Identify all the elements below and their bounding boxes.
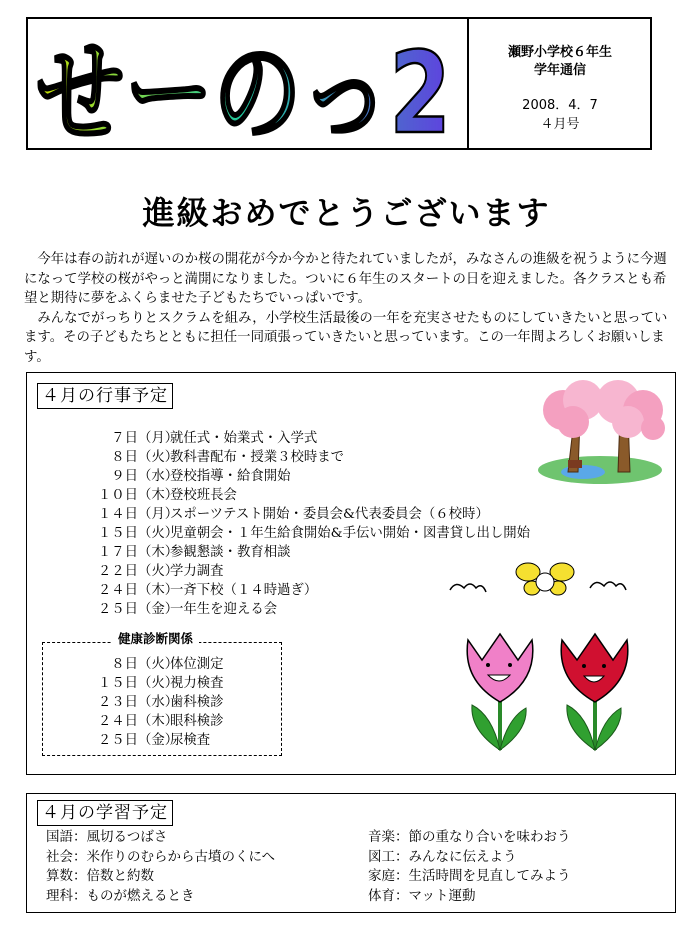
event-text: スポーツテスト開始・委員会&代表委員会（６校時） — [170, 507, 489, 522]
event-day: ８日 — [111, 450, 138, 465]
study-item: 家庭：生活時間を見直してみよう — [368, 868, 571, 884]
event-item — [66, 524, 530, 543]
event-weekday: （木） — [138, 488, 179, 503]
health-weekday: （金） — [138, 733, 179, 748]
health-day: ２３日 — [97, 695, 138, 710]
event-weekday: （木） — [138, 583, 179, 598]
event-weekday: （月） — [138, 431, 179, 446]
health-item — [66, 712, 224, 731]
header-divider — [467, 17, 469, 150]
event-day: １７日 — [97, 545, 138, 560]
school-name: 瀬野小学校６年生 — [507, 45, 612, 60]
event-text: 就任式・始業式・入学式 — [170, 431, 318, 446]
event-day: ２４日 — [97, 583, 138, 598]
study-title: ４月の学習予定 — [37, 800, 173, 826]
event-weekday: （水） — [138, 469, 179, 484]
study-item: 算数：倍数と約数 — [46, 868, 154, 884]
health-text: 体位測定 — [170, 657, 224, 672]
health-day: ２４日 — [97, 714, 138, 729]
study-item: 国語：風切るつばさ — [46, 829, 168, 845]
health-item — [66, 674, 224, 693]
health-item — [66, 731, 224, 750]
cherry-blossom-illustration — [528, 380, 673, 490]
event-day: １０日 — [97, 488, 138, 503]
event-weekday: （金） — [138, 602, 179, 617]
intro-paragraph: 今年は春の訪れが遅いのか桜の開花が今か今かと待たれていましたが，みなさんの進級を祝うように今週になって学校の桜がやっと満開になりました。ついに６年生のスタートの日を迎えました。各クラスとも希望と期待に夢をふくらませた子どもたちでいっぱいです。 — [24, 252, 667, 306]
issue-date: 2008．4．7 — [522, 98, 598, 113]
event-weekday: （火） — [138, 564, 179, 579]
event-text: 学力調査 — [170, 564, 224, 579]
study-item: 図工：みんなに伝えよう — [368, 848, 517, 865]
intro-paragraph: みんなでがっちりとスクラムを組み，小学校生活最後の一年を充実させたものにしていきたいと思っています。その子どもたちとともに担任一同頑張っていきたいと思っています。この一年間よろしくお願いします。 — [24, 310, 668, 365]
health-day: ２５日 — [97, 733, 138, 748]
event-item — [66, 486, 530, 505]
event-text: 参観懇談・教育相談 — [170, 545, 291, 560]
health-day: ８日 — [111, 657, 138, 672]
event-day: １４日 — [97, 507, 138, 522]
event-text: 一斉下校（１４時過ぎ） — [170, 583, 318, 598]
events-title: ４月の行事予定 — [37, 383, 173, 409]
intro-text — [24, 250, 674, 367]
event-weekday: （木） — [138, 545, 179, 560]
health-text: 歯科検診 — [170, 695, 224, 710]
logo-text: せーのっ2 — [36, 29, 451, 148]
health-weekday: （火） — [138, 676, 179, 691]
health-item — [66, 693, 224, 712]
event-item — [66, 448, 530, 467]
newsletter-type: 学年通信 — [533, 63, 586, 78]
health-weekday: （木） — [138, 714, 179, 729]
health-item — [66, 655, 224, 674]
headline: 進級おめでとうございます — [142, 194, 551, 232]
event-weekday: （火） — [138, 526, 179, 541]
event-weekday: （火） — [138, 450, 179, 465]
health-checkup-title: 健康診断関係 — [112, 629, 199, 647]
event-text: 登校班長会 — [170, 488, 237, 503]
newsletter-logo — [30, 10, 460, 148]
event-text: 登校指導・給食開始 — [170, 469, 291, 484]
event-day: ２５日 — [97, 602, 138, 617]
event-text: 一年生を迎える会 — [170, 602, 278, 617]
event-item — [66, 505, 530, 524]
study-list-left — [46, 828, 275, 906]
health-text: 眼科検診 — [170, 714, 224, 729]
event-item — [66, 467, 530, 486]
event-day: １５日 — [97, 526, 138, 541]
study-item: 音楽：節の重なり合いを味わおう — [368, 829, 571, 845]
tulip-illustration — [440, 560, 650, 760]
study-item: 理科：ものが燃えるとき — [46, 887, 195, 904]
study-item: 体育：マット運動 — [368, 887, 476, 904]
event-text: 教科書配布・授業３校時まで — [170, 450, 345, 465]
issue-month: ４月号 — [540, 117, 580, 132]
event-day: ２２日 — [97, 564, 138, 579]
health-text: 尿検査 — [170, 733, 211, 748]
health-text: 視力検査 — [170, 676, 224, 691]
study-item: 社会：米作りのむらから古墳のくにへ — [46, 848, 275, 865]
health-weekday: （水） — [138, 695, 179, 710]
health-checkup-list — [66, 655, 224, 750]
event-day: ９日 — [111, 469, 138, 484]
health-weekday: （火） — [138, 657, 179, 672]
event-item — [66, 429, 530, 448]
event-weekday: （月） — [138, 507, 179, 522]
event-day: ７日 — [111, 431, 138, 446]
health-day: １５日 — [97, 676, 138, 691]
study-list-right — [368, 828, 571, 906]
event-text: 児童朝会・１年生給食開始&手伝い開始・図書貸し出し開始 — [170, 526, 531, 541]
